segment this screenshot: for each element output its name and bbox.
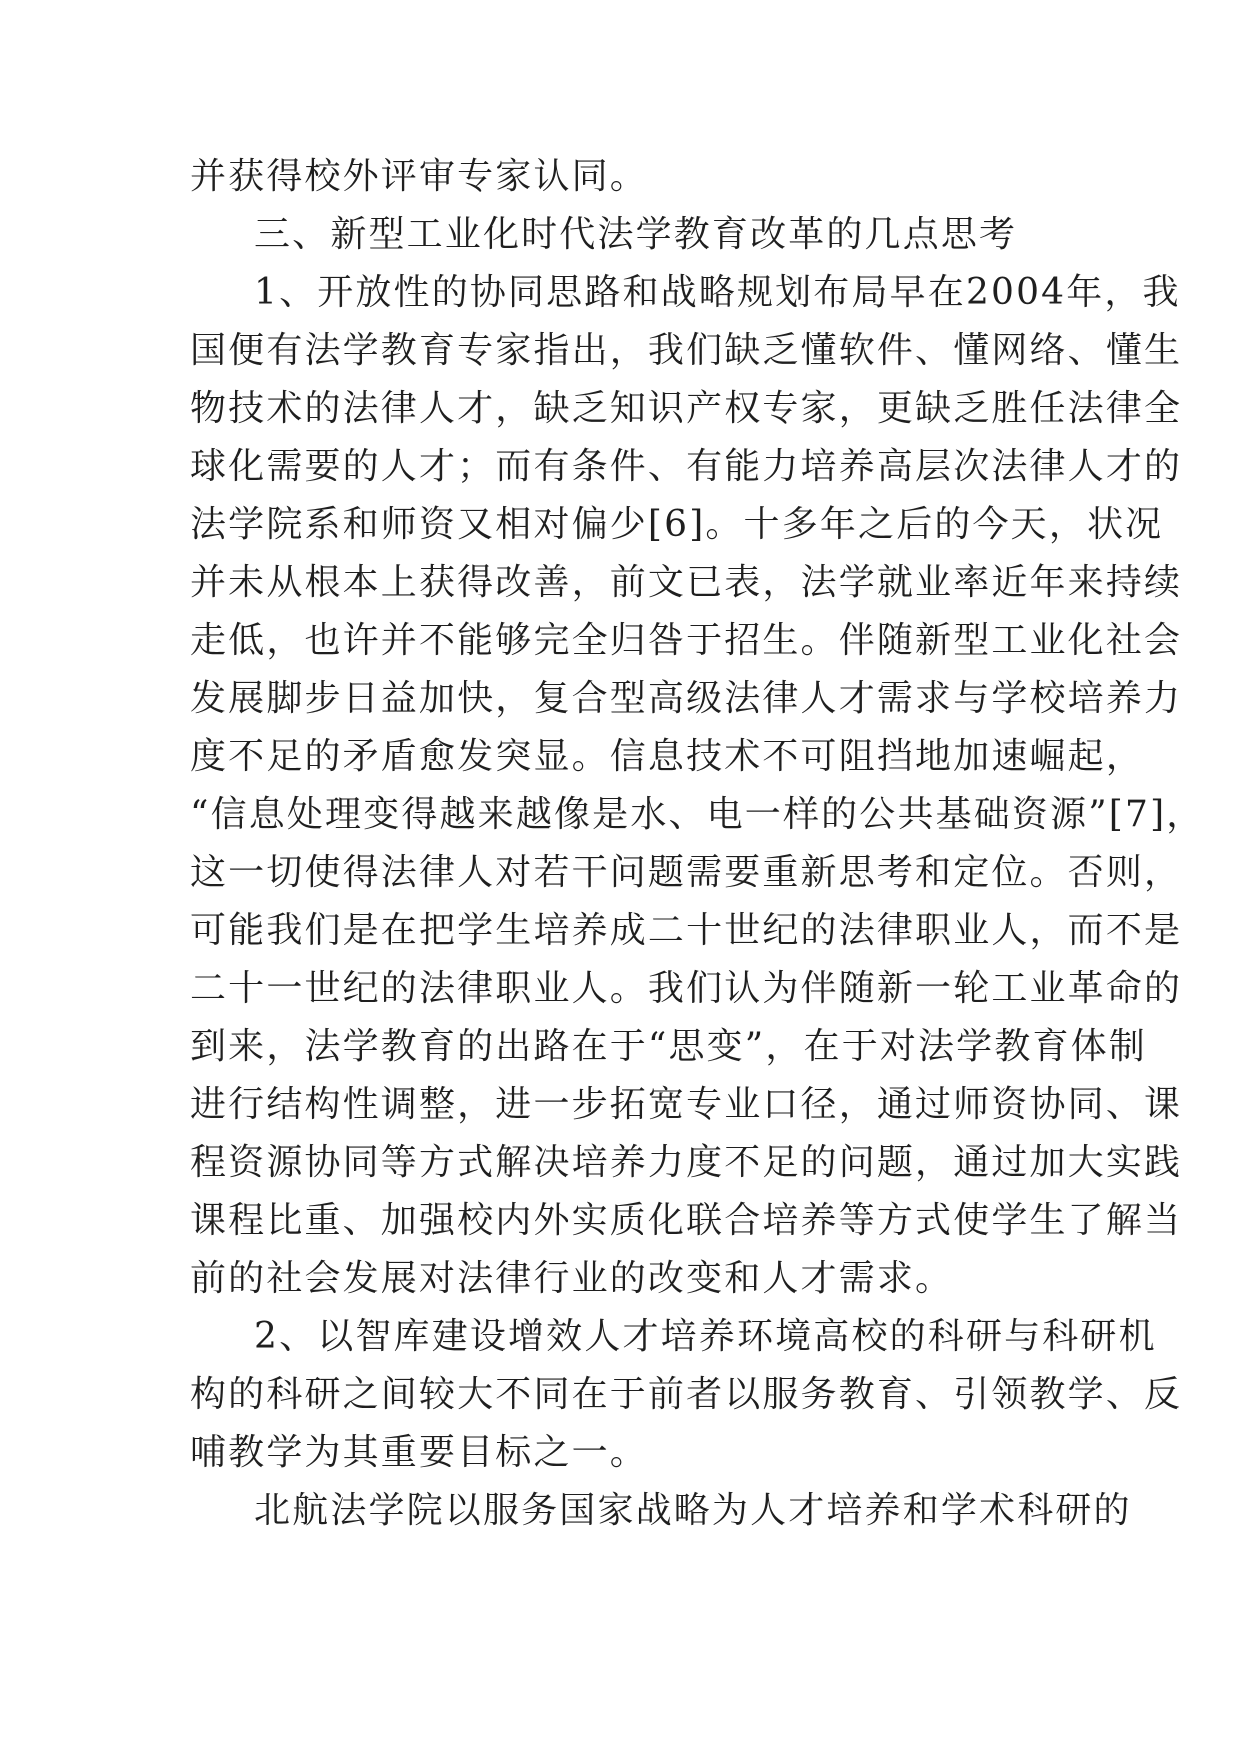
text-line: 二十一世纪的法律职业人。我们认为伴随新一轮工业革命的 bbox=[190, 968, 1183, 1009]
text-line: 程资源协同等方式解决培养力度不足的问题，通过加大实践 bbox=[190, 1142, 1183, 1183]
text-line: 法学院系和师资又相对偏少[6]。十多年之后的今天，状况 bbox=[190, 504, 1164, 545]
subsection-heading: 2、以智库建设增效人才培养环境高校的科研与科研机 bbox=[254, 1316, 1157, 1357]
text-line: 构的科研之间较大不同在于前者以服务教育、引领教学、反 bbox=[190, 1374, 1183, 1415]
text-line: 球化需要的人才；而有条件、有能力培养高层次法律人才的 bbox=[190, 446, 1183, 487]
text-line: 北航法学院以服务国家战略为人才培养和学术科研的 bbox=[254, 1490, 1132, 1531]
text-line: 发展脚步日益加快，复合型高级法律人才需求与学校培养力 bbox=[190, 678, 1183, 719]
text-line: 走低，也许并不能够完全归咎于招生。伴随新型工业化社会 bbox=[190, 620, 1183, 661]
section-heading: 三、新型工业化时代法学教育改革的几点思考 bbox=[254, 214, 1018, 255]
text-line: 哺教学为其重要目标之一。 bbox=[190, 1432, 648, 1473]
text-line: 这一切使得法律人对若干问题需要重新思考和定位。否则， bbox=[190, 852, 1183, 893]
text-line: 前的社会发展对法律行业的改变和人才需求。 bbox=[190, 1258, 954, 1299]
text-line: 并未从根本上获得改善，前文已表，法学就业率近年来持续 bbox=[190, 562, 1183, 603]
text-line: 到来，法学教育的出路在于“思变”，在于对法学教育体制 bbox=[190, 1026, 1147, 1067]
text-line: 国便有法学教育专家指出，我们缺乏懂软件、懂网络、懂生 bbox=[190, 330, 1183, 371]
text-line: 进行结构性调整，进一步拓宽专业口径，通过师资协同、课 bbox=[190, 1084, 1183, 1125]
text-line: 物技术的法律人才，缺乏知识产权专家，更缺乏胜任法律全 bbox=[190, 388, 1183, 429]
text-line: 课程比重、加强校内外实质化联合培养等方式使学生了解当 bbox=[190, 1200, 1183, 1241]
text-line: “信息处理变得越来越像是水、电一样的公共基础资源”[7]， bbox=[190, 794, 1205, 835]
subsection-heading: 1、开放性的协同思路和战略规划布局早在2004年，我 bbox=[254, 272, 1181, 313]
body-text bbox=[190, 148, 1205, 1540]
text-line: 可能我们是在把学生培养成二十世纪的法律职业人，而不是 bbox=[190, 910, 1183, 951]
text-line: 并获得校外评审专家认同。 bbox=[190, 156, 648, 197]
text-line: 度不足的矛盾愈发突显。信息技术不可阻挡地加速崛起， bbox=[190, 736, 1145, 777]
